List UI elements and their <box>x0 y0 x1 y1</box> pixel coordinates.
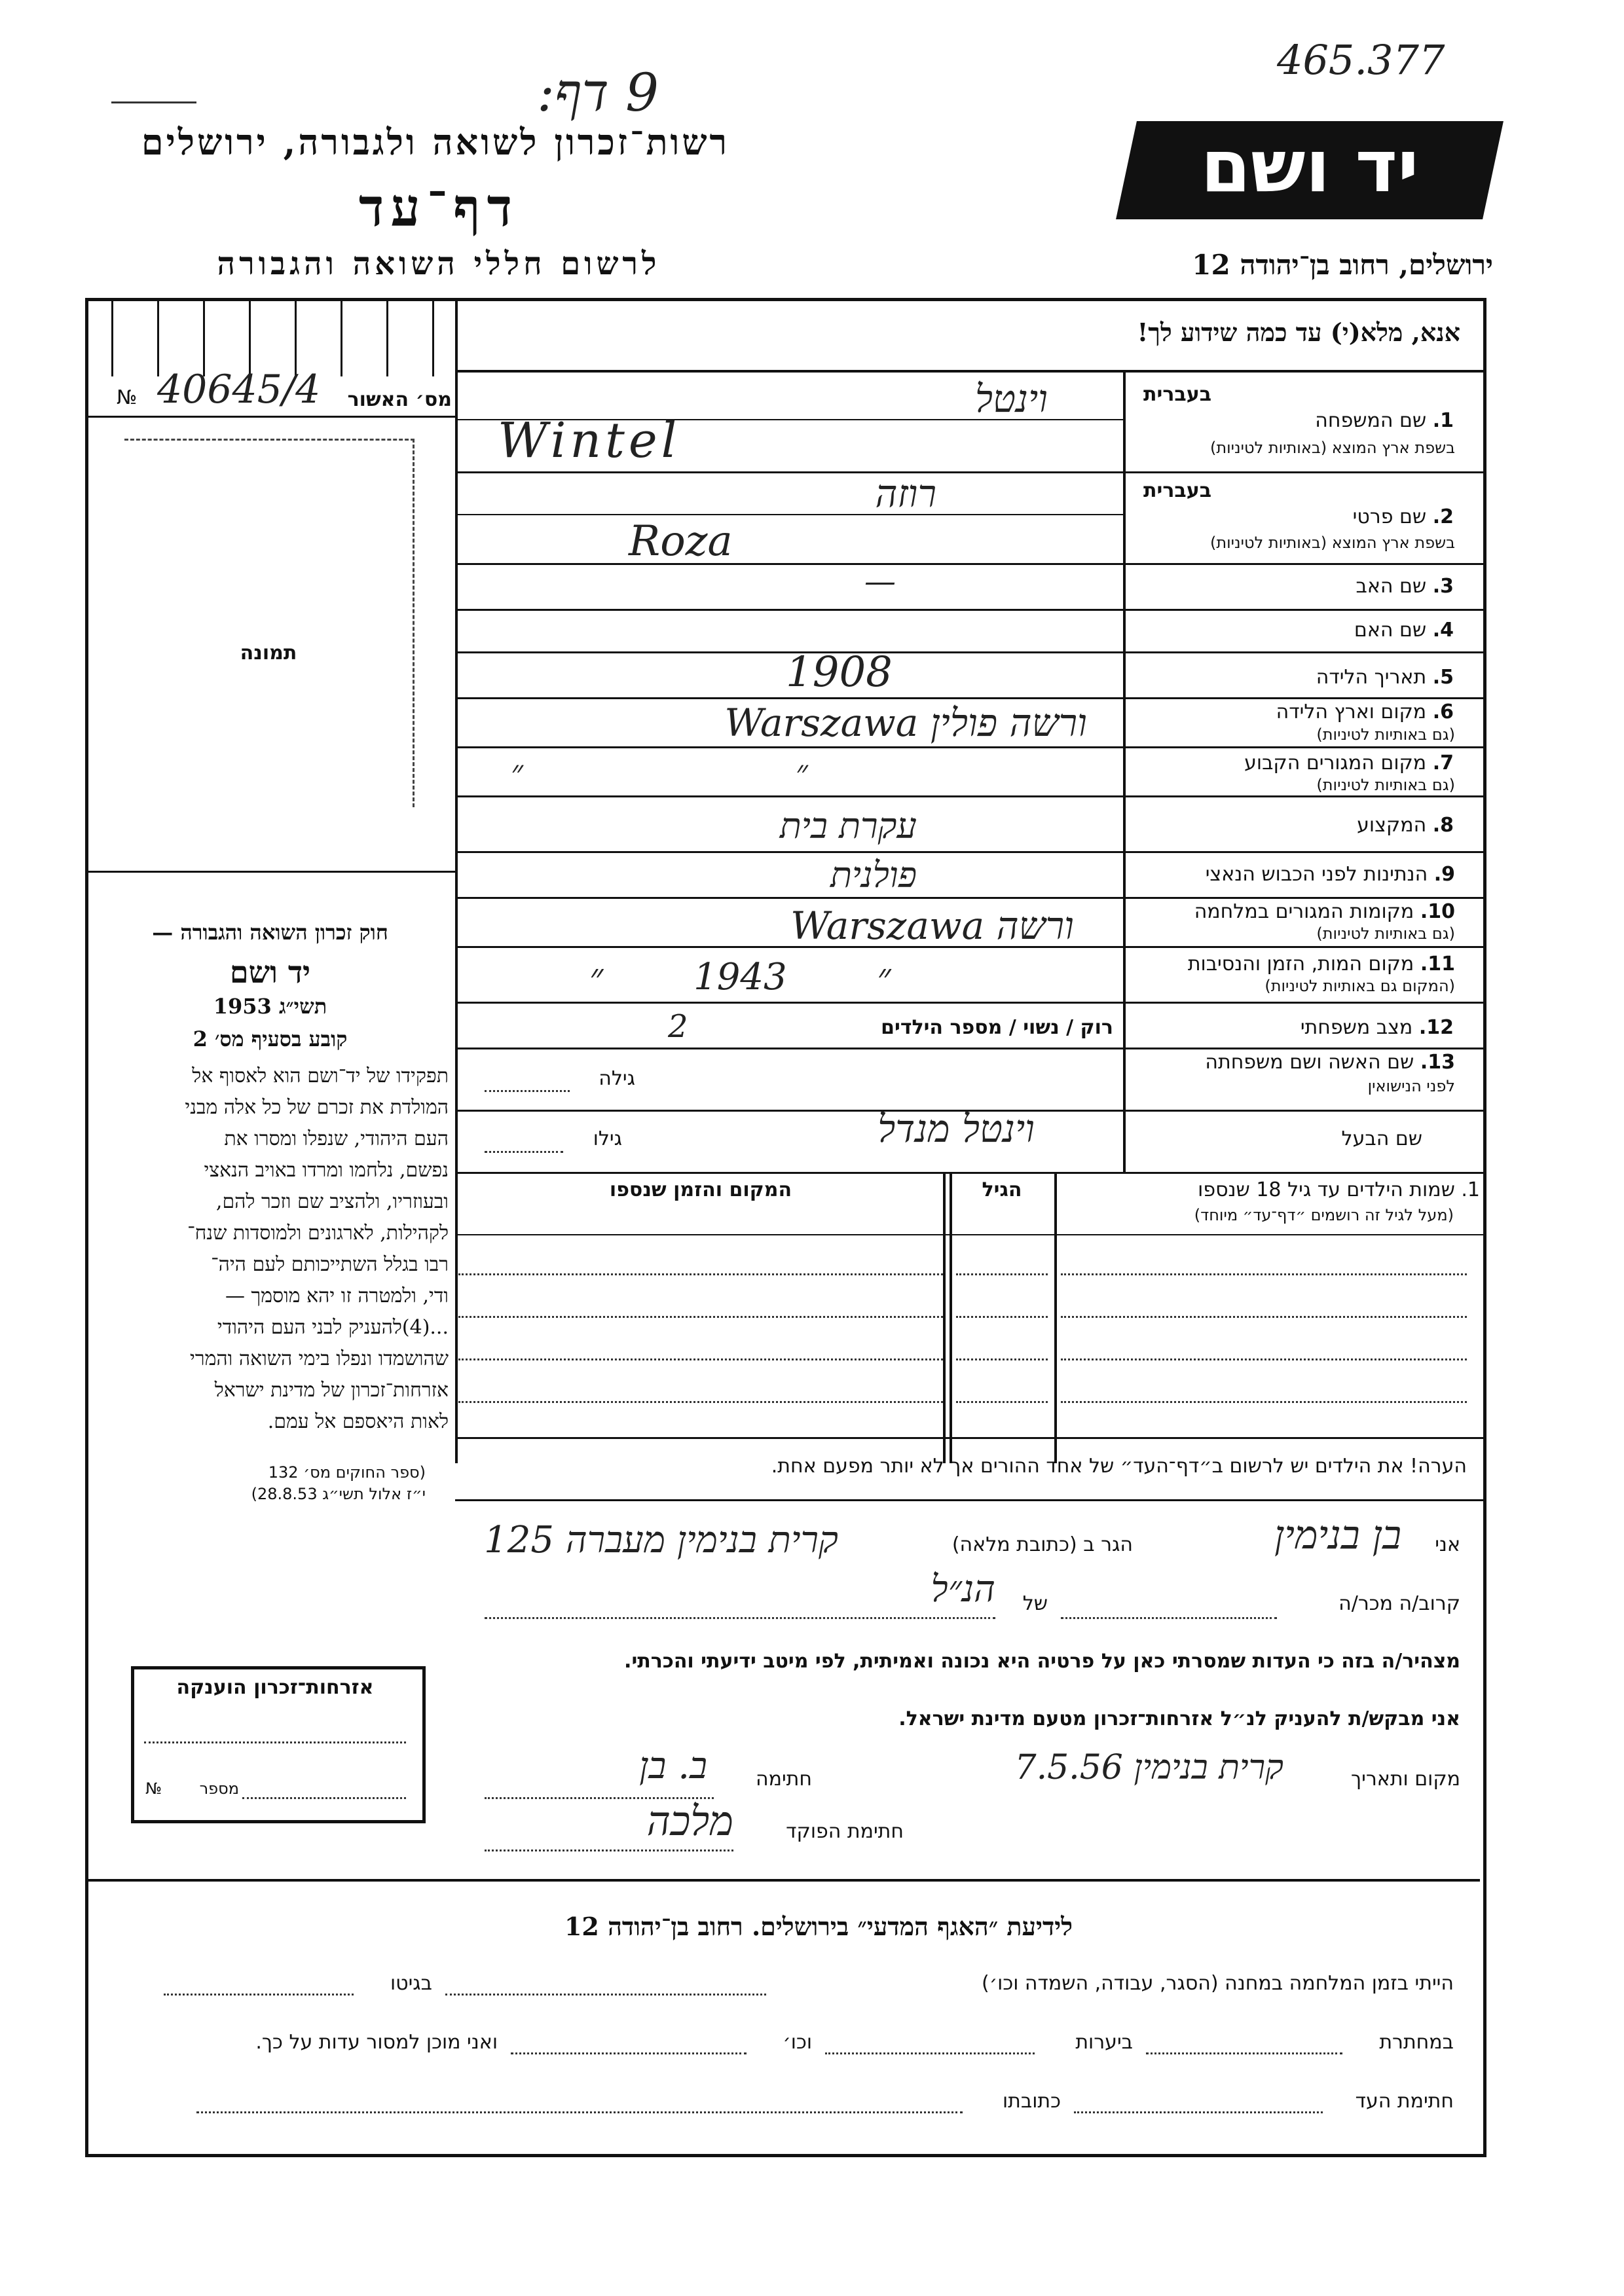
field-7-note: (גם באותיות לטיניות) <box>1316 776 1455 794</box>
remark-text: הערה! את הילדים יש לרשום ב״דף־העד״ של אחד ההורים אך לא יותר מפעם אחת. <box>771 1455 1467 1478</box>
husband-value[interactable]: וינטל מנדל <box>877 1106 1035 1151</box>
citizenship-number-label: מספר <box>199 1779 239 1798</box>
approval-number[interactable]: 40645/4 <box>157 367 321 412</box>
field-10-name: מקומות המגורים במלחמה <box>1194 900 1414 923</box>
field-13-note: לפני הנישואין <box>1367 1077 1455 1095</box>
photo-label: תמונה <box>240 642 297 665</box>
archive-number: 465.377 <box>1277 36 1445 84</box>
field-2-label <box>1179 505 1454 528</box>
field-5-value[interactable]: 1908 <box>786 648 893 697</box>
bottom-line1-b: בגיטו <box>390 1972 432 1995</box>
field-4-label <box>1179 619 1454 642</box>
approval-no-symbol: № <box>117 386 138 409</box>
field-9-number: 9. <box>1433 863 1455 886</box>
declaration-text: מצהיר/ה בזה כי העדות שמסרתי כאן על פרטיה היא נכונה ואמיתית, לפי מיטב ידיעתי והכרתי. <box>624 1650 1460 1673</box>
bottom-line2-c: וכו׳ <box>783 2031 812 2054</box>
field-2-lang2: בשפת ארץ המוצא (באותיות לטיניות) <box>1210 534 1455 552</box>
field-11-number: 11. <box>1420 953 1455 975</box>
field-6-name: מקום וארץ הלידה <box>1276 701 1427 723</box>
husband-label: שם הבעל <box>1341 1127 1422 1150</box>
field-2-number: 2. <box>1432 505 1454 528</box>
logo-text: יד ושם <box>1200 124 1419 208</box>
bottom-line2-a: במחתרת <box>1379 2031 1454 2054</box>
top-left-cells <box>85 298 455 376</box>
field-4-name: שם האם <box>1354 619 1427 642</box>
law-name: יד ושם <box>229 955 311 990</box>
field-9-name: הנתינות לפני הכבוש הנאצי <box>1205 863 1428 886</box>
field-7-name: מקום המגורים הקבוע <box>1244 752 1427 774</box>
form-subtitle: לרשום חללי השואה והגבורה <box>217 246 661 282</box>
signature-value[interactable]: ב. בן <box>639 1745 707 1787</box>
law-line: העם היהודי, שנפלו ומסרו את <box>224 1127 449 1150</box>
marital-status-options: רוק / נשוי / מספר הילדים <box>881 1016 1113 1039</box>
field-6-number: 6. <box>1432 701 1454 723</box>
field-9-label <box>1128 863 1455 886</box>
stamp-mark <box>111 88 196 103</box>
declarant-address-label: הגר ב (כתובת מלאה) <box>951 1533 1133 1556</box>
law-line: אזרחות־זכרון של מדינת ישראל <box>214 1379 449 1402</box>
approval-label: מס׳ האשור <box>347 388 452 411</box>
children-note: (מעל לגיל זה רושמים ״דף־עד״ מיוחד) <box>1194 1206 1454 1224</box>
law-line: תפקידו של יד־ושם הוא לאסוף אל <box>192 1065 449 1087</box>
field-1-lang1: בעברית <box>1143 383 1211 406</box>
field-2-value-hebrew[interactable]: רוזה <box>875 471 936 516</box>
relation-value[interactable]: הנ״ל <box>931 1568 995 1611</box>
law-year: תשי״ג 1953 <box>213 994 327 1019</box>
field-5-name: תאריך הלידה <box>1316 666 1427 689</box>
place-date-value[interactable]: קרית בנימין 7.5.56 <box>1014 1748 1283 1787</box>
law-line: שהושמדו ונפלו בימי השואה והמרי <box>189 1347 449 1370</box>
law-line: ובעוזריו, ולהציב שם וזכר להם, <box>215 1190 449 1213</box>
field-5-label <box>1179 666 1454 689</box>
law-clause: קובע בסעיף מס׳ 2 <box>193 1027 348 1051</box>
wife-age-input[interactable] <box>485 1090 570 1092</box>
intro-text: אנא, מלא(י) עד כמה שידוע לך! <box>1137 318 1460 347</box>
field-8-name: המקצוע <box>1357 814 1427 837</box>
children-count[interactable]: 2 <box>668 1008 688 1045</box>
signature-label: חתימה <box>755 1768 812 1791</box>
field-10-label <box>1128 900 1455 923</box>
bottom-line3-b: כתובתו <box>1003 2090 1061 2113</box>
law-line: נפשם, נלחמו ומרדו באויב הנאצי <box>204 1159 449 1182</box>
citizenship-no-symbol: № <box>145 1779 162 1798</box>
law-source-1: (ספר החוקים מס׳ 132 <box>268 1463 426 1482</box>
field-1-label <box>1179 409 1454 432</box>
field-9-value[interactable]: פולנית <box>830 854 917 896</box>
field-1-number: 1. <box>1432 409 1454 432</box>
address: ירושלים, רחוב בן־יהודה 12 <box>1192 249 1493 281</box>
of-label: של <box>1022 1592 1048 1615</box>
field-12-name: מצב משפחתי <box>1300 1016 1413 1039</box>
field-7-label <box>1179 752 1454 774</box>
field-7-number: 7. <box>1432 752 1454 774</box>
law-line: לקהילות, לארגונים ולמוסדות שנח־ <box>187 1222 449 1245</box>
field-8-number: 8. <box>1432 814 1454 837</box>
field-6-note: (גם באותיות לטיניות) <box>1316 725 1455 744</box>
bottom-line2-b: ביערות <box>1075 2031 1133 2054</box>
field-11-name: מקום המות, הזמן והנסיבות <box>1187 953 1414 975</box>
field-6-value[interactable]: ורשה פולין Warszawa <box>724 701 1087 745</box>
declarant-ani: אני <box>1435 1533 1460 1556</box>
photo-area <box>124 439 415 807</box>
field-10-number: 10. <box>1420 900 1455 923</box>
wife-age-label: גילה <box>599 1067 635 1090</box>
field-13-label <box>1128 1051 1455 1074</box>
declarant-name[interactable]: בן בנימין <box>1274 1512 1401 1558</box>
children-place-header: המקום והזמן שנספו <box>609 1178 792 1201</box>
field-3-value[interactable]: — <box>864 563 896 600</box>
handwritten-page-note: 9 דף: <box>537 62 659 123</box>
officer-signature[interactable]: מלכה <box>646 1797 733 1845</box>
husband-age-input[interactable] <box>485 1151 563 1153</box>
field-2-name: שם פרטי <box>1352 505 1427 528</box>
field-10-value[interactable]: ורשה Warszawa <box>790 903 1074 948</box>
field-2-lang1: בעברית <box>1143 479 1211 502</box>
field-8-value[interactable]: עקרת בית <box>779 805 917 847</box>
field-1-lang2: בשפת ארץ המוצא (באותיות לטיניות) <box>1210 439 1455 457</box>
declarant-address[interactable]: קרית בנימין מעברה 125 <box>484 1519 838 1561</box>
field-11-label <box>1128 953 1455 975</box>
field-12-label <box>1179 1016 1454 1039</box>
law-line: רבו בגלל השתייכותם לעם היה־ <box>211 1253 449 1276</box>
bottom-line1-a: הייתי בזמן המלחמה במחנה (הסגר, עבודה, השמדה וכו׳) <box>981 1972 1454 1995</box>
field-13-name: שם האשה ושם משפחתה <box>1205 1051 1414 1074</box>
field-7-value[interactable]: ״ ״ <box>511 753 808 791</box>
field-1-value-hebrew[interactable]: וינטל <box>974 376 1048 421</box>
law-line: לאות היאספם אל עמם. <box>267 1410 449 1433</box>
law-title: חוק זכרון השואה והגבורה — <box>152 920 388 945</box>
law-line: ודי, ולמטרה זו יהא מוסמך — <box>225 1285 449 1307</box>
law-source-2: י״ז אלול תשי״ג 28.8.53) <box>251 1485 426 1503</box>
form-title: דף־עד <box>358 177 519 238</box>
children-age-header: הגיל <box>982 1178 1022 1201</box>
field-3-name: שם האב <box>1356 575 1427 598</box>
field-3-number: 3. <box>1432 575 1454 598</box>
field-5-number: 5. <box>1432 666 1454 689</box>
law-line: המולדת את זכרם של כל אלה מבני <box>185 1096 449 1119</box>
field-6-label <box>1179 701 1454 723</box>
bottom-line3-a: חתימת העד <box>1355 2090 1454 2113</box>
field-12-number: 12. <box>1418 1016 1454 1039</box>
law-text <box>92 1061 449 1438</box>
children-label: 1. שמות הילדים עד גיל 18 שנספו <box>1198 1178 1480 1201</box>
field-1-value-latin[interactable]: Wintel <box>498 412 681 469</box>
request-text: אני מבקש/ת להעניק לנ״ל אזרחות־זכרון מטעם מדינת ישראל. <box>898 1707 1460 1730</box>
authority-name: רשות־זכרון לשואה ולגבורה, ירושלים <box>141 121 730 163</box>
bottom-title: לידיעת ״האגף המדעי״ בירושלים. רחוב בן־יהודה 12 <box>564 1912 1073 1941</box>
field-13-number: 13. <box>1420 1051 1455 1074</box>
field-11-value[interactable]: ״ 1943 ״ <box>589 956 891 998</box>
husband-age-label: גילו <box>593 1127 622 1150</box>
bottom-line2-d: ואני מוכן למסור עדות על כך. <box>255 2031 498 2054</box>
place-date-label: מקום ותאריך <box>1351 1768 1460 1791</box>
field-10-note: (גם באותיות לטיניות) <box>1316 924 1455 943</box>
relative-label: קרוב/ה מכר/ה <box>1338 1592 1460 1615</box>
citizenship-title: אזרחות־זכרון הוענקה <box>176 1676 374 1699</box>
law-line: ...(4)להעניק לבני העם היהודי <box>217 1316 449 1339</box>
officer-label: חתימת הפוקד <box>786 1820 904 1843</box>
field-1-name: שם המשפחה <box>1315 409 1427 432</box>
field-2-value-latin[interactable]: Roza <box>629 517 733 566</box>
field-8-label <box>1179 814 1454 837</box>
field-11-note: (המקום גם באותיות לטיניות) <box>1264 977 1455 995</box>
field-3-label <box>1179 575 1454 598</box>
field-4-number: 4. <box>1432 619 1454 642</box>
